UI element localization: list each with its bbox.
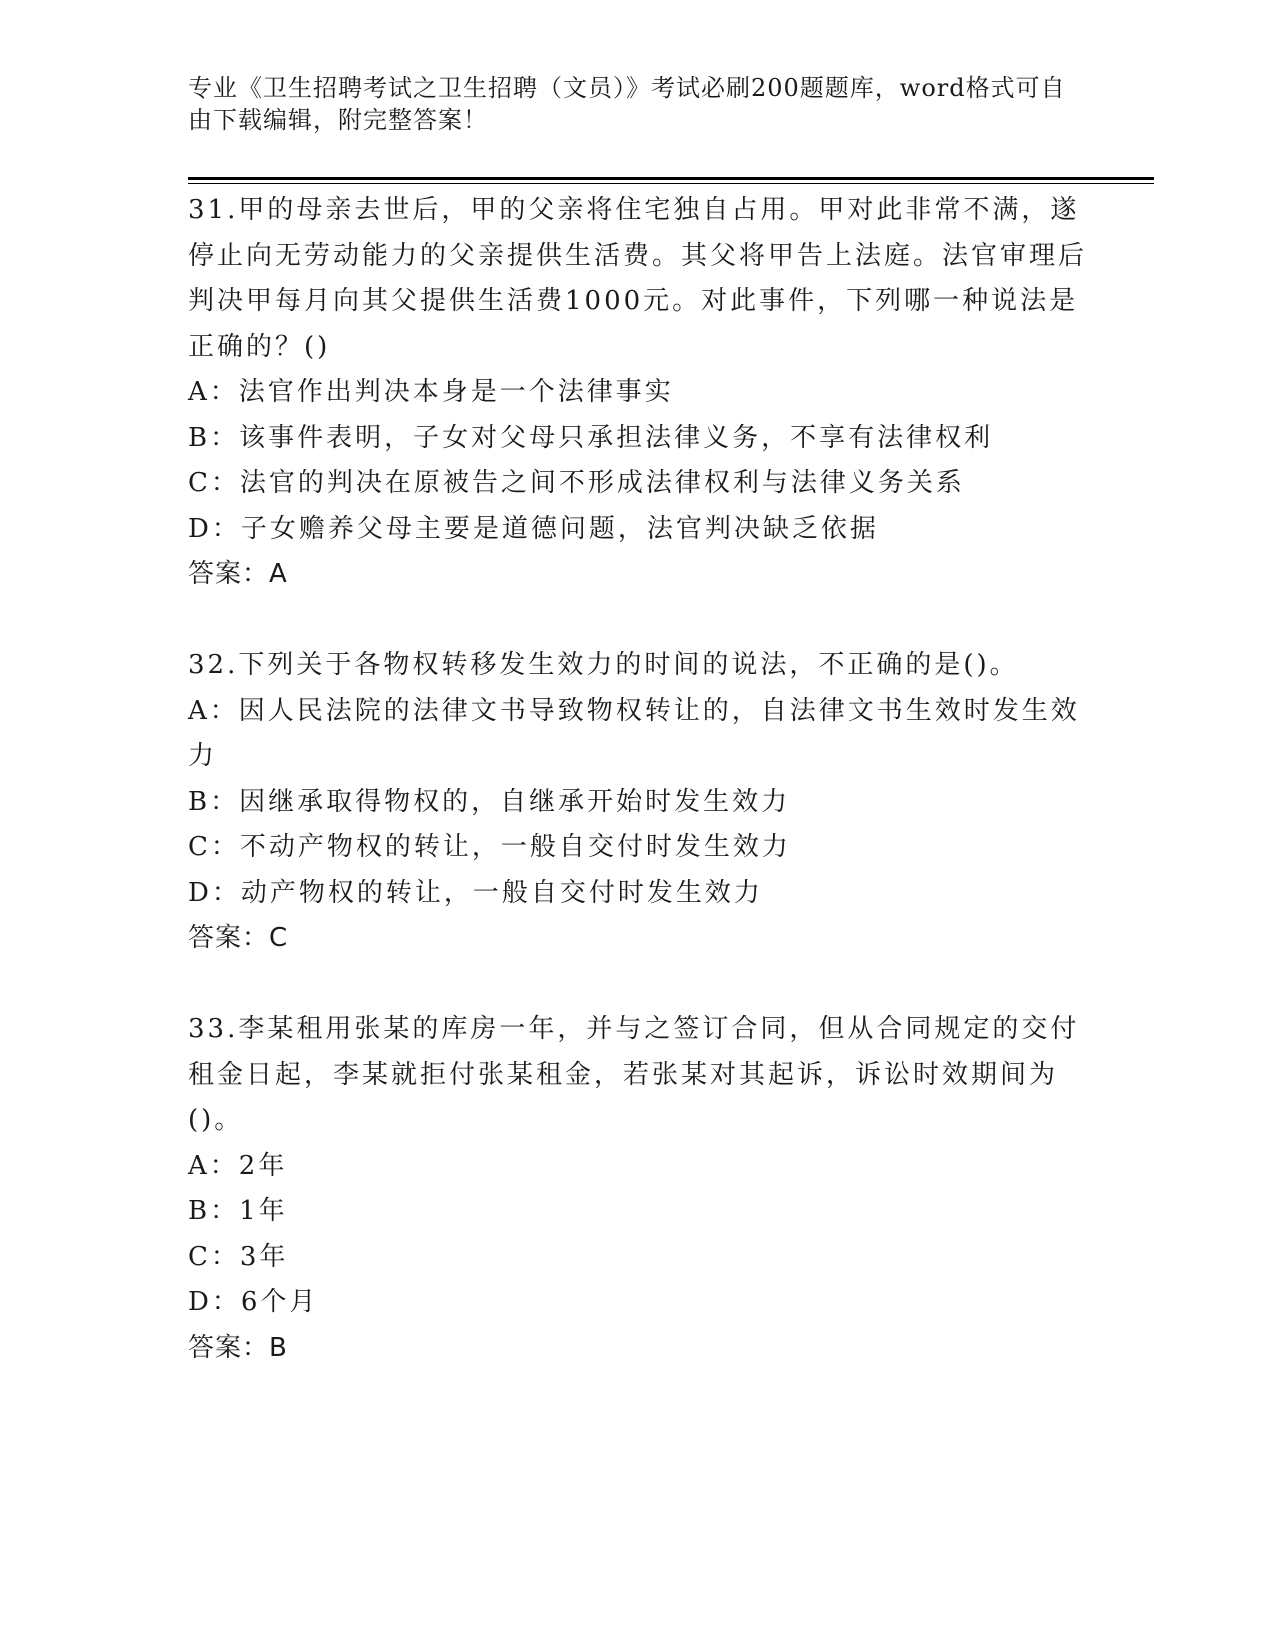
option-c: C：法官的判决在原被告之间不形成法律权利与法律义务关系 <box>188 468 965 498</box>
answer-line: 答案：A <box>188 559 288 589</box>
option-d: D：6个月 <box>188 1287 319 1317</box>
header-divider-thick <box>188 177 1154 180</box>
option-a: A：法官作出判决本身是一个法律事实 <box>188 377 674 407</box>
question-stem: 31.甲的母亲去世后，甲的父亲将住宅独自占用。甲对此非常不满，遂停止向无劳动能力的父亲提供生活费。其父将甲告上法庭。法官审理后判决甲每月向其父提供生活费1000元。对此事件，下列哪一种说法是正确的？() <box>188 195 1088 362</box>
document-header: 专业《卫生招聘考试之卫生招聘（文员）》考试必刷200题题库，word格式可自由下载编辑，附完整答案！ <box>188 74 1066 134</box>
question-31 <box>188 188 1088 598</box>
answer-line: 答案：B <box>188 1332 288 1363</box>
option-d: D：子女赡养父母主要是道德问题，法官判决缺乏依据 <box>188 513 879 544</box>
option-c: C：3年 <box>188 1241 289 1272</box>
header-divider-thin <box>188 183 1154 184</box>
question-spacer <box>188 598 1088 644</box>
option-a: A：2年 <box>188 1150 288 1181</box>
question-stem: 32.下列关于各物权转移发生效力的时间的说法，不正确的是()。 <box>188 650 1019 680</box>
answer-line: 答案：C <box>188 923 289 953</box>
option-b: B：因继承取得物权的，自继承开始时发生效力 <box>188 786 791 817</box>
option-b: B：1年 <box>188 1196 288 1226</box>
option-b: B：该事件表明，子女对父母只承担法律义务，不享有法律权利 <box>188 422 994 453</box>
option-a: A：因人民法院的法律文书导致物权转让的，自法律文书生效时发生效力 <box>188 695 1080 771</box>
option-c: C：不动产物权的转让，一般自交付时发生效力 <box>188 832 791 862</box>
question-list <box>188 188 1088 1371</box>
question-spacer <box>188 962 1088 1008</box>
question-33 <box>188 1007 1088 1371</box>
option-d: D：动产物权的转让，一般自交付时发生效力 <box>188 877 763 908</box>
question-stem: 33.李某租用张某的库房一年，并与之签订合同，但从合同规定的交付租金日起，李某就拒付张某租金，若张某对其起诉，诉讼时效期间为()。 <box>188 1014 1080 1135</box>
question-32 <box>188 643 1088 962</box>
